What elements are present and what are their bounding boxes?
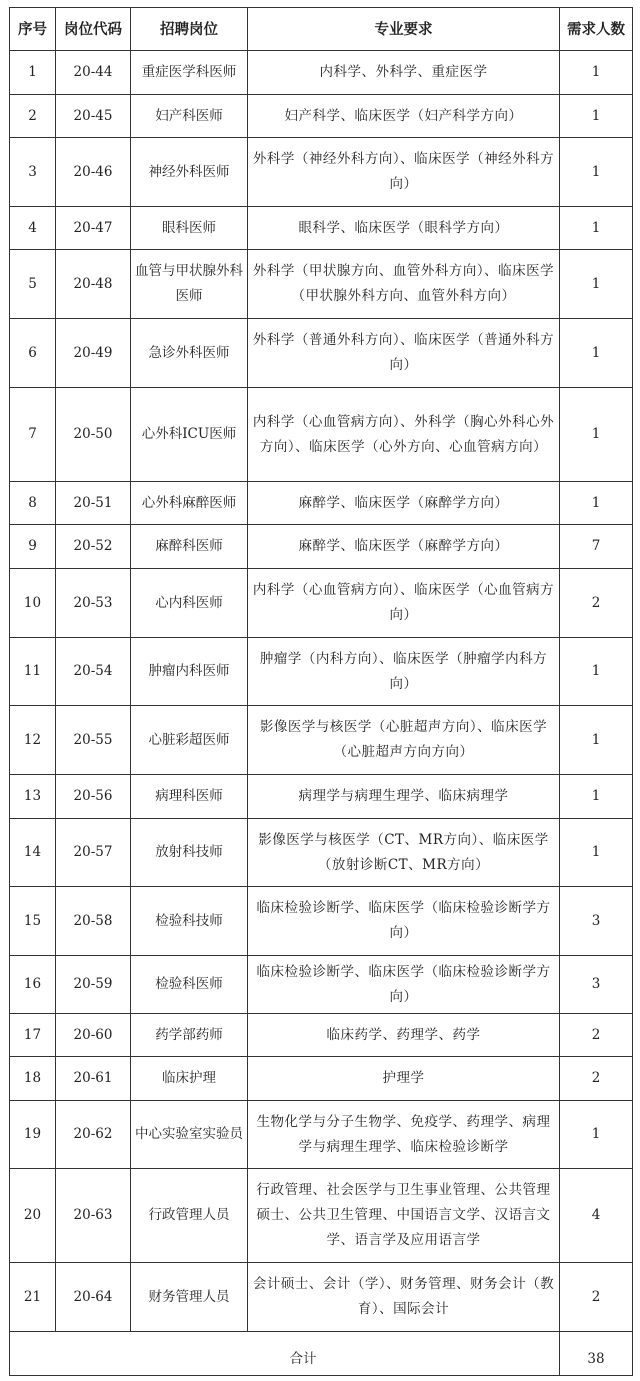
position-code: 20-46 bbox=[56, 138, 131, 207]
recruitment-table bbox=[9, 7, 633, 1376]
position-code: 20-47 bbox=[56, 207, 131, 250]
table-row bbox=[10, 319, 633, 388]
major-requirement: 妇产科学、临床医学（妇产科学方向） bbox=[248, 95, 560, 138]
row-number: 14 bbox=[10, 819, 56, 887]
table-row bbox=[10, 138, 633, 207]
table-row bbox=[10, 887, 633, 956]
row-number: 18 bbox=[10, 1057, 56, 1101]
required-count: 1 bbox=[560, 482, 633, 525]
table-row bbox=[10, 819, 633, 887]
position-name: 急诊外科医师 bbox=[131, 319, 248, 388]
position-name: 心内科医师 bbox=[131, 569, 248, 638]
row-number: 21 bbox=[10, 1263, 56, 1332]
position-code: 20-48 bbox=[56, 250, 131, 319]
required-count: 1 bbox=[560, 95, 633, 138]
position-name: 眼科医师 bbox=[131, 207, 248, 250]
position-name: 麻醉科医师 bbox=[131, 525, 248, 569]
table-row bbox=[10, 706, 633, 775]
position-code: 20-55 bbox=[56, 706, 131, 775]
required-count: 7 bbox=[560, 525, 633, 569]
required-count: 1 bbox=[560, 388, 633, 482]
row-number: 4 bbox=[10, 207, 56, 250]
required-count: 3 bbox=[560, 956, 633, 1014]
total-row bbox=[10, 1332, 633, 1376]
major-requirement: 内科学（心血管病方向）、临床医学（心血管病方向） bbox=[248, 569, 560, 638]
position-code: 20-59 bbox=[56, 956, 131, 1014]
row-number: 7 bbox=[10, 388, 56, 482]
required-count: 2 bbox=[560, 1057, 633, 1101]
table-row bbox=[10, 775, 633, 819]
table-row bbox=[10, 1263, 633, 1332]
position-code: 20-52 bbox=[56, 525, 131, 569]
position-name: 心外科ICU医师 bbox=[131, 388, 248, 482]
header-position: 招聘岗位 bbox=[131, 8, 248, 51]
required-count: 3 bbox=[560, 887, 633, 956]
position-code: 20-64 bbox=[56, 1263, 131, 1332]
table-row bbox=[10, 569, 633, 638]
position-code: 20-60 bbox=[56, 1014, 131, 1057]
major-requirement: 影像医学与核医学（CT、MR方向）、临床医学（放射诊断CT、MR方向） bbox=[248, 819, 560, 887]
major-requirement: 外科学（普通外科方向）、临床医学（普通外科方向） bbox=[248, 319, 560, 388]
position-name: 心脏彩超医师 bbox=[131, 706, 248, 775]
position-code: 20-53 bbox=[56, 569, 131, 638]
position-name: 中心实验室实验员 bbox=[131, 1101, 248, 1169]
major-requirement: 临床检验诊断学、临床医学（临床检验诊断学方向） bbox=[248, 956, 560, 1014]
position-code: 20-49 bbox=[56, 319, 131, 388]
table-row bbox=[10, 1057, 633, 1101]
table-row bbox=[10, 638, 633, 706]
position-name: 检验科医师 bbox=[131, 956, 248, 1014]
row-number: 6 bbox=[10, 319, 56, 388]
table-row bbox=[10, 388, 633, 482]
major-requirement: 临床检验诊断学、临床医学（临床检验诊断学方向） bbox=[248, 887, 560, 956]
position-code: 20-62 bbox=[56, 1101, 131, 1169]
position-name: 心外科麻醉医师 bbox=[131, 482, 248, 525]
position-name: 放射科技师 bbox=[131, 819, 248, 887]
position-code: 20-50 bbox=[56, 388, 131, 482]
position-name: 病理科医师 bbox=[131, 775, 248, 819]
row-number: 16 bbox=[10, 956, 56, 1014]
required-count: 4 bbox=[560, 1169, 633, 1263]
header-no: 序号 bbox=[10, 8, 56, 51]
required-count: 1 bbox=[560, 638, 633, 706]
required-count: 1 bbox=[560, 51, 633, 95]
major-requirement: 影像医学与核医学（心脏超声方向）、临床医学（心脏超声方向方向） bbox=[248, 706, 560, 775]
major-requirement: 麻醉学、临床医学（麻醉学方向） bbox=[248, 482, 560, 525]
major-requirement: 内科学（心血管病方向）、外科学（胸心外科心外方向）、临床医学（心外方向、心血管病方向） bbox=[248, 388, 560, 482]
required-count: 1 bbox=[560, 138, 633, 207]
total-label: 合计 bbox=[10, 1332, 560, 1376]
required-count: 1 bbox=[560, 1101, 633, 1169]
row-number: 17 bbox=[10, 1014, 56, 1057]
position-name: 血管与甲状腺外科医师 bbox=[131, 250, 248, 319]
major-requirement: 行政管理、社会医学与卫生事业管理、公共管理硕士、公共卫生管理、中国语言文学、汉语言文学、语言学及应用语言学 bbox=[248, 1169, 560, 1263]
position-name: 肿瘤内科医师 bbox=[131, 638, 248, 706]
required-count: 1 bbox=[560, 775, 633, 819]
major-requirement: 病理学与病理生理学、临床病理学 bbox=[248, 775, 560, 819]
position-name: 神经外科医师 bbox=[131, 138, 248, 207]
row-number: 8 bbox=[10, 482, 56, 525]
table-row bbox=[10, 1101, 633, 1169]
major-requirement: 内科学、外科学、重症医学 bbox=[248, 51, 560, 95]
position-code: 20-44 bbox=[56, 51, 131, 95]
table-row bbox=[10, 1169, 633, 1263]
row-number: 1 bbox=[10, 51, 56, 95]
table-row bbox=[10, 482, 633, 525]
major-requirement: 眼科学、临床医学（眼科学方向） bbox=[248, 207, 560, 250]
required-count: 1 bbox=[560, 706, 633, 775]
required-count: 2 bbox=[560, 1263, 633, 1332]
required-count: 1 bbox=[560, 207, 633, 250]
major-requirement: 麻醉学、临床医学（麻醉学方向） bbox=[248, 525, 560, 569]
major-requirement: 肿瘤学（内科方向）、临床医学（肿瘤学内科方向） bbox=[248, 638, 560, 706]
header-row bbox=[10, 8, 633, 51]
table-row bbox=[10, 207, 633, 250]
header-code: 岗位代码 bbox=[56, 8, 131, 51]
row-number: 12 bbox=[10, 706, 56, 775]
position-code: 20-45 bbox=[56, 95, 131, 138]
row-number: 11 bbox=[10, 638, 56, 706]
row-number: 9 bbox=[10, 525, 56, 569]
table-row bbox=[10, 51, 633, 95]
table-row bbox=[10, 525, 633, 569]
major-requirement: 外科学（神经外科方向）、临床医学（神经外科方向） bbox=[248, 138, 560, 207]
position-code: 20-57 bbox=[56, 819, 131, 887]
position-name: 行政管理人员 bbox=[131, 1169, 248, 1263]
major-requirement: 护理学 bbox=[248, 1057, 560, 1101]
table-row bbox=[10, 956, 633, 1014]
position-code: 20-61 bbox=[56, 1057, 131, 1101]
row-number: 3 bbox=[10, 138, 56, 207]
required-count: 2 bbox=[560, 569, 633, 638]
major-requirement: 临床药学、药理学、药学 bbox=[248, 1014, 560, 1057]
required-count: 1 bbox=[560, 319, 633, 388]
position-code: 20-56 bbox=[56, 775, 131, 819]
position-code: 20-54 bbox=[56, 638, 131, 706]
table-row bbox=[10, 95, 633, 138]
row-number: 19 bbox=[10, 1101, 56, 1169]
position-name: 临床护理 bbox=[131, 1057, 248, 1101]
position-name: 重症医学科医师 bbox=[131, 51, 248, 95]
row-number: 2 bbox=[10, 95, 56, 138]
row-number: 5 bbox=[10, 250, 56, 319]
header-count: 需求人数 bbox=[560, 8, 633, 51]
position-code: 20-51 bbox=[56, 482, 131, 525]
row-number: 15 bbox=[10, 887, 56, 956]
major-requirement: 外科学（甲状腺方向、血管外科方向）、临床医学（甲状腺外科方向、血管外科方向） bbox=[248, 250, 560, 319]
position-name: 财务管理人员 bbox=[131, 1263, 248, 1332]
header-major: 专业要求 bbox=[248, 8, 560, 51]
position-code: 20-63 bbox=[56, 1169, 131, 1263]
table-row bbox=[10, 250, 633, 319]
required-count: 2 bbox=[560, 1014, 633, 1057]
required-count: 1 bbox=[560, 819, 633, 887]
required-count: 1 bbox=[560, 250, 633, 319]
position-name: 检验科技师 bbox=[131, 887, 248, 956]
row-number: 10 bbox=[10, 569, 56, 638]
position-code: 20-58 bbox=[56, 887, 131, 956]
table-row bbox=[10, 1014, 633, 1057]
row-number: 20 bbox=[10, 1169, 56, 1263]
major-requirement: 会计硕士、会计（学）、财务管理、财务会计（教育）、国际会计 bbox=[248, 1263, 560, 1332]
row-number: 13 bbox=[10, 775, 56, 819]
total-count: 38 bbox=[560, 1332, 633, 1376]
major-requirement: 生物化学与分子生物学、免疫学、药理学、病理学与病理生理学、临床检验诊断学 bbox=[248, 1101, 560, 1169]
position-name: 妇产科医师 bbox=[131, 95, 248, 138]
position-name: 药学部药师 bbox=[131, 1014, 248, 1057]
